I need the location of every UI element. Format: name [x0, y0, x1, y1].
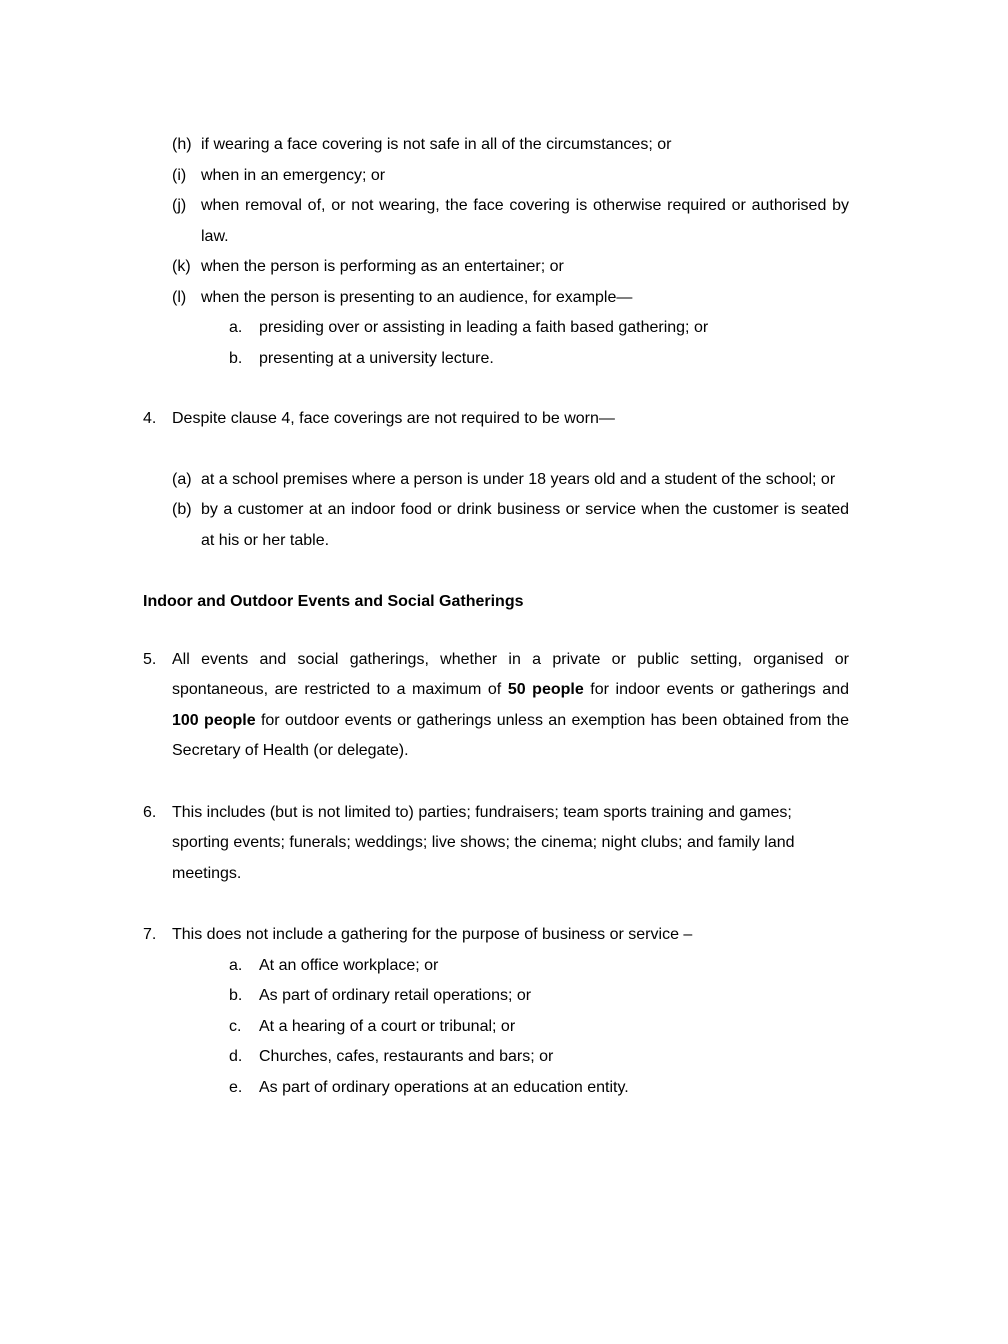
list-marker: c.: [229, 1017, 242, 1035]
exception-item-i: [172, 161, 849, 192]
list-text: when the person is presenting to an audience, for example—: [201, 288, 633, 306]
list-marker: (b): [172, 501, 192, 518]
list-text: At an office workplace; or: [259, 956, 439, 974]
clause-7-sub-a: [229, 951, 849, 982]
list-text: At a hearing of a court or tribunal; or: [259, 1017, 516, 1035]
list-text: presenting at a university lecture.: [259, 349, 494, 367]
list-marker: a.: [229, 956, 243, 974]
list-marker: (l): [172, 288, 187, 306]
clause-5-seg1: All events and social gatherings, whether in a private or public setting, organised or spontaneous, are restricted to a maximum of: [172, 650, 849, 698]
list-marker: (k): [172, 258, 191, 275]
list-marker: b.: [229, 349, 243, 367]
clause-7-sub-c: [229, 1012, 849, 1043]
exception-item-k: [172, 252, 849, 283]
face-covering-exceptions-list: [143, 130, 849, 374]
clause-5-bold-50-people: 50 people: [507, 681, 584, 698]
list-marker: (i): [172, 166, 187, 184]
clause-4-intro: [143, 404, 849, 435]
list-marker: (j): [172, 197, 187, 214]
list-text: Churches, cafes, restaurants and bars; or: [259, 1048, 554, 1065]
clause-number: 7.: [143, 926, 157, 943]
list-marker: b.: [229, 987, 243, 1004]
exception-item-h: [172, 130, 849, 161]
clause-7-sub-d: [229, 1042, 849, 1073]
clause-5-paragraph: [143, 645, 849, 767]
exception-item-j: [172, 191, 849, 252]
clause-text: [172, 645, 849, 767]
list-text: when removal of, or not wearing, the face covering is otherwise required or authorised by law.: [201, 197, 849, 245]
example-item-b: [229, 344, 849, 375]
clause-7-intro: [143, 920, 849, 951]
clause-5: [143, 645, 849, 767]
list-text: if wearing a face covering is not safe in all of the circumstances; or: [201, 136, 672, 153]
section-heading: Indoor and Outdoor Events and Social Gatherings: [143, 593, 524, 610]
clause-4: [143, 404, 849, 556]
clause-text: This does not include a gathering for the purpose of business or service –: [172, 926, 693, 943]
list-text: when in an emergency; or: [201, 166, 386, 184]
clause-7-sub-b: [229, 981, 849, 1012]
clause-5-seg2: for indoor events or gatherings and: [583, 681, 849, 698]
clause-7-sub-e: [229, 1073, 849, 1104]
list-marker: d.: [229, 1048, 243, 1065]
clause-4-sub-a: [172, 465, 849, 496]
list-text: when the person is performing as an entertainer; or: [201, 258, 564, 275]
exception-item-l: [172, 283, 849, 314]
clause-text: This includes (but is not limited to) parties; fundraisers; team sports training and games; sporting events; funerals; weddings; live shows; the cinema; night clubs; and family land meetings.: [172, 803, 795, 882]
list-text: As part of ordinary retail operations; or: [259, 987, 532, 1004]
clause-5-bold-100-people: 100 people: [172, 711, 256, 729]
clause-6: [143, 798, 849, 890]
clause-number: 5.: [143, 650, 157, 668]
clause-text: Despite clause 4, face coverings are not required to be worn—: [172, 410, 615, 427]
list-text: presiding over or assisting in leading a faith based gathering; or: [259, 319, 709, 336]
list-marker: (h): [172, 136, 192, 153]
list-text: As part of ordinary operations at an education entity.: [259, 1078, 629, 1096]
list-text: by a customer at an indoor food or drink business or service when the customer is seated at his or her table.: [201, 501, 849, 549]
list-marker: e.: [229, 1078, 243, 1096]
list-marker: (a): [172, 470, 192, 488]
clause-5-seg3: for outdoor events or gatherings unless an exemption has been obtained from the Secretary of Health (or delegate).: [172, 711, 850, 759]
clause-6-paragraph: [143, 798, 849, 890]
example-item-a: [229, 313, 849, 344]
list-marker: a.: [229, 319, 243, 336]
clause-4-sub-b: [172, 495, 849, 556]
list-text: at a school premises where a person is under 18 years old and a student of the school; or: [201, 470, 836, 488]
clause-7: [143, 920, 849, 1103]
clause-number: 4.: [143, 410, 157, 427]
clause-number: 6.: [143, 803, 157, 821]
